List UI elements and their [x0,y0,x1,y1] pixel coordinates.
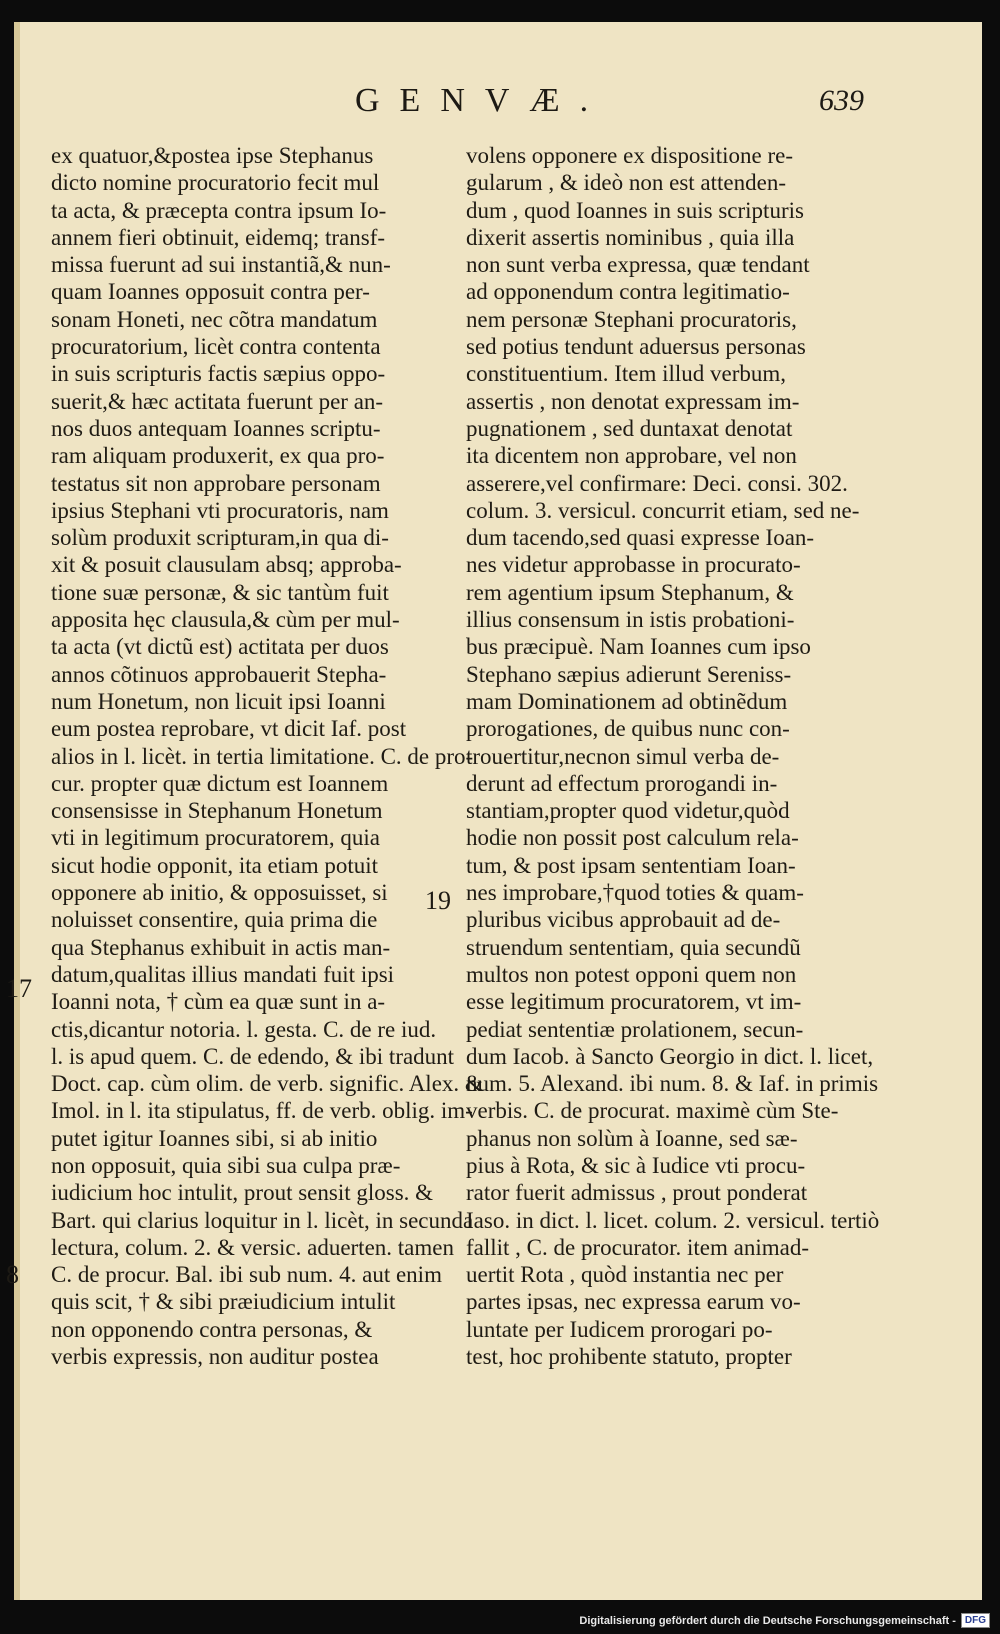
margin-marker-18: 8 [6,1260,19,1289]
page-header [20,82,982,132]
margin-marker-19: 19 [425,886,451,915]
text-line: sicut hodie opponit, ita etiam potuit [51,852,379,878]
text-line: partes ipsas, nec expressa earum vo- [466,1289,801,1315]
text-line: Stephano sæpius adierunt Sereniss- [466,661,792,687]
text-line: procuratorium, licèt contra contenta [51,334,381,360]
text-line: nos duos antequam Ioannes scriptu- [51,415,381,441]
text-line: Iaso. in dict. l. licet. colum. 2. versicul. tertiò [466,1207,880,1233]
text-line: fallit , C. de procurator. item animad- [466,1234,809,1260]
text-line: asserere,vel confirmare: Deci. consi. 302. [466,470,848,496]
footer-credit-text: Digitalisierung gefördert durch die Deutsche Forschungsgemeinschaft - [579,1614,956,1627]
page-number: 639 [819,84,864,117]
text-line: annos cõtinuos approbauerit Stepha- [51,661,387,687]
text-line: ipsius Stephani vti procuratoris, nam [51,497,389,523]
text-line: ta acta (vt dictũ est) actitata per duos [51,634,389,660]
text-line: missa fuerunt ad sui instantiã,& nun- [51,252,391,278]
digitization-footer [579,1613,990,1628]
text-line: iudicium hoc intulit, prout sensit gloss. & [51,1180,434,1206]
text-line: stantiam,propter quod videtur,quòd [466,798,790,824]
text-line: rator fuerit admissus , prout ponderat [466,1180,808,1206]
text-line: Doct. cap. cùm olim. de verb. signific. Alex. & [51,1071,483,1097]
left-text-column [51,142,483,1370]
text-line: quam Ioannes opposuit contra per- [51,279,370,305]
text-line: rem agentium ipsum Stephanum, & [466,579,794,605]
text-line: qua Stephanus exhibuit in actis man- [51,934,391,960]
text-line: ta acta, & præcepta contra ipsum Io- [51,197,387,223]
text-line: testatus sit non approbare personam [51,470,381,496]
text-line: non opposuit, quia sibi sua culpa præ- [51,1152,401,1178]
text-line: Bart. qui clarius loquitur in l. licèt, in secunda [51,1207,474,1233]
text-line: prorogationes, de quibus nunc con- [466,716,790,742]
text-line: sed potius tendunt aduersus personas [466,334,806,360]
text-line: sonam Honeti, nec cõtra mandatum [51,306,378,332]
text-line: trouertitur,necnon simul verba de- [466,743,780,769]
text-line: nes videtur approbasse in procurato- [466,552,801,578]
text-line: non opponendo contra personas, & [51,1316,373,1342]
text-line: dixerit assertis nominibus , quia illa [466,224,795,250]
text-line: ex quatuor,&postea ipse Stephanus [51,143,374,168]
text-line: apposita hęc clausula,& cùm per mul- [51,607,400,633]
text-line: gularum , & ideò non est attenden- [466,170,787,196]
text-line: hodie non possit post calculum rela- [466,825,799,851]
text-line: in suis scripturis factis sæpius oppo- [51,361,386,387]
text-line: dicto nomine procuratorio fecit mul [51,170,380,196]
text-line: datum,qualitas illius mandati fuit ipsi [51,961,395,987]
text-line: l. is apud quem. C. de edendo, & ibi tradunt [51,1043,455,1069]
text-line: Imol. in l. ita stipulatus, ff. de verb. oblig. im- [51,1098,473,1124]
text-line: nes improbare,†quod toties & quam- [466,880,804,906]
text-line: derunt ad effectum prorogandi in- [466,770,778,796]
text-line: suerit,& hæc actitata fuerunt per an- [51,388,384,414]
text-line: opponere ab initio, & opposuisset, si [51,880,388,906]
text-line: solùm produxit scripturam,in qua di- [51,525,389,551]
text-line: constituentium. Item illud verbum, [466,361,787,387]
text-line: dum , quod Ioannes in suis scripturis [466,197,804,223]
text-line: eum postea reprobare, vt dicit Iaf. post [51,716,407,742]
text-line: tum, & post ipsam sententiam Ioan- [466,852,796,878]
text-line: Ioanni nota, † cùm ea quæ sunt in a- [51,989,386,1015]
text-line: annem fieri obtinuit, eidemq; transf- [51,224,386,250]
text-line: illius consensum in istis probationi- [466,607,795,633]
text-line: vti in legitimum procuratorem, quia [51,825,380,851]
text-line: uertit Rota , quòd instantia nec per [466,1262,784,1288]
text-line: struendum sententiam, quia secundũ [466,934,801,960]
text-line: num. 5. Alexand. ibi num. 8. & Iaf. in primis [466,1071,879,1097]
book-page [6,22,982,1600]
text-line: dum Iacob. à Sancto Georgio in dict. l. licet, [466,1043,874,1069]
text-line: multos non potest opponi quem non [466,961,797,987]
margin-marker-17: 17 [6,974,32,1003]
text-line: test, hoc prohibente statuto, propter [466,1344,792,1370]
text-line: bus præcipuè. Nam Ioannes cum ipso [466,634,811,660]
text-line: verbis. C. de procurat. maximè cùm Ste- [466,1098,839,1124]
text-line: ad opponendum contra legitimatio- [466,279,790,305]
text-line: luntate per Iudicem prorogari po- [466,1316,773,1342]
text-line: C. de procur. Bal. ibi sub num. 4. aut enim [51,1262,442,1288]
text-line: dum tacendo,sed quasi expresse Ioan- [466,525,815,551]
text-line: nem personæ Stephani procuratoris, [466,306,797,332]
running-title: GENVÆ. [355,82,609,119]
text-line: mam Dominationem ad obtinẽdum [466,688,788,714]
text-line: num Honetum, non licuit ipsi Ioanni [51,688,386,714]
text-line: pugnationem , sed duntaxat denotat [466,415,793,441]
text-line: noluisset consentire, quia prima die [51,907,378,933]
text-line: ita dicentem non approbare, vel non [466,443,797,469]
text-line: ram aliquam produxerit, ex qua pro- [51,443,385,469]
text-line: pius à Rota, & sic à Iudice vti procu- [466,1152,806,1178]
text-line: consensisse in Stephanum Honetum [51,798,383,824]
text-line: quis scit, † & sibi præiudicium intulit [51,1289,396,1315]
text-line: tione suæ personæ, & sic tantùm fuit [51,579,389,605]
text-line: volens opponere ex dispositione re- [466,143,794,168]
text-line: alios in l. licèt. in tertia limitatione. C. de pro- [51,743,474,769]
text-line: cur. propter quæ dictum est Ioannem [51,770,389,796]
text-line: verbis expressis, non auditur postea [51,1344,379,1370]
text-line: pediat sententiæ prolationem, secun- [466,1016,804,1042]
dfg-logo: DFG [961,1613,990,1628]
text-line: phanus non solùm à Ioanne, sed sæ- [466,1125,798,1151]
right-text-column [466,142,880,1370]
text-line: putet igitur Ioannes sibi, si ab initio [51,1125,378,1151]
text-line: ctis,dicantur notoria. l. gesta. C. de re iud. [51,1016,437,1042]
text-line: assertis , non denotat expressam im- [466,388,800,414]
text-line: lectura, colum. 2. & versic. aduerten. tamen [51,1234,454,1260]
text-line: pluribus vicibus approbauit ad de- [466,907,781,933]
text-line: non sunt verba expressa, quæ tendant [466,252,810,278]
text-line: xit & posuit clausulam absq; approba- [51,552,402,578]
text-line: colum. 3. versicul. concurrit etiam, sed ne- [466,497,860,523]
text-line: esse legitimum procuratorem, vt im- [466,989,802,1015]
